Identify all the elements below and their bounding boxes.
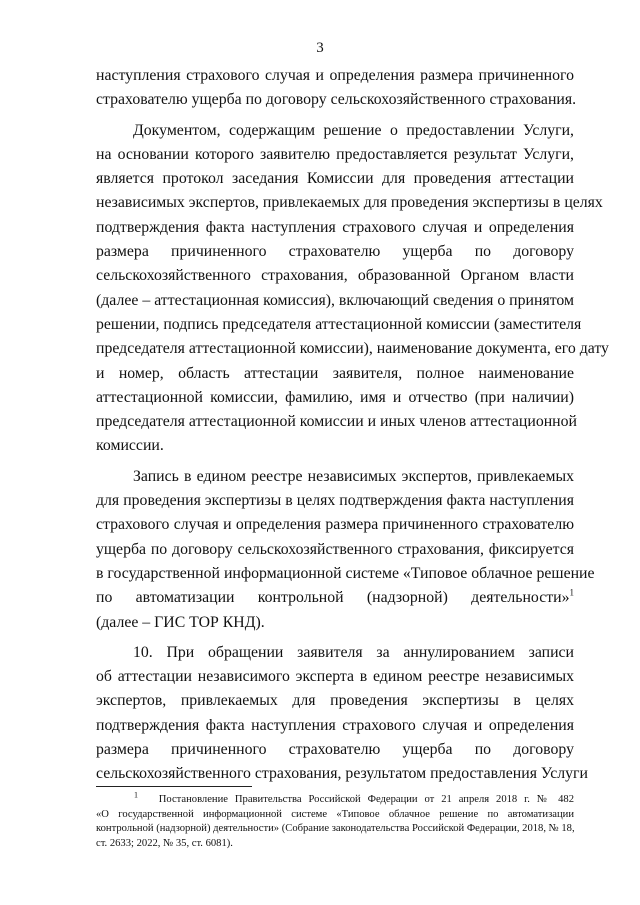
footnote-mark: 1: [134, 790, 138, 800]
text-line: подтверждения факта наступления страхового случая и определения: [96, 218, 574, 236]
text-line: (далее – ГИС ТОР КНД).: [96, 613, 265, 631]
body-text: [96, 64, 609, 787]
text-line: комиссии.: [96, 437, 164, 455]
footnote-text: ст. 2633; 2022, № 35, ст. 6081).: [96, 837, 233, 849]
text-line: председателя аттестационной комиссии), наименование документа, его дату: [96, 340, 609, 358]
footnote-line: [96, 837, 574, 852]
paragraph: [96, 119, 609, 459]
footnote-text: «О государственной информационной системе «Типовое облачное решение по автоматизации: [96, 808, 574, 820]
text-line: Запись в едином реестре независимых экспертов, привлекаемых: [133, 467, 574, 485]
text-line: сельскохозяйственного страхования, результатом предоставления Услуги: [96, 765, 588, 783]
text-line: размера причиненного страхователю ущерба по договору: [96, 243, 574, 261]
paragraph: [96, 641, 588, 787]
text-line: страхователю ущерба по договору сельскохозяйственного страхования.: [96, 91, 577, 109]
text-line: на основании которого заявителю предоставляется результат Услуги,: [96, 145, 574, 163]
text-line: Документом, содержащим решение о предоставлении Услуги,: [133, 121, 574, 139]
text-line: подтверждения факта наступления страхового случая и определения: [96, 716, 574, 734]
footnotes: [96, 790, 575, 851]
text-line: и номер, область аттестации заявителя, полное наименование: [96, 364, 574, 382]
footnote-line: [96, 808, 574, 823]
text-line: об аттестации независимого эксперта в едином реестре независимых: [96, 668, 574, 686]
text-line: страхового случая и определения размера причиненного страхователю: [96, 516, 574, 534]
text-line: аттестационной комиссии, фамилию, имя и отчество (при наличии): [96, 388, 574, 406]
paragraph: [96, 64, 577, 113]
text-line: сельскохозяйственного страхования, образованной Органом власти: [96, 267, 574, 285]
footnote-text: контрольной (надзорной) деятельности» (Собрание законодательства Российской Федерации, 2018, № 18,: [96, 823, 575, 834]
text-line: экспертов, привлекаемых для проведения экспертизы в целях: [96, 692, 574, 710]
text-line: председателя аттестационной комиссии и иных членов аттестационной: [96, 413, 577, 431]
text-line: по автоматизации контрольной (надзорной) деятельности»$^1$: [96, 587, 574, 607]
text-line: размера причиненного страхователю ущерба по договору: [96, 741, 574, 759]
footnote-text: Постановление Правительства Российской Федерации от 21 апреля 2018 г. № 482: [158, 794, 574, 805]
text-line: является протокол заседания Комиссии для проведения аттестации: [96, 170, 574, 188]
text-line: для проведения экспертизы в целях подтверждения факта наступления: [96, 492, 574, 510]
text-line: 10. При обращении заявителя за аннулированием записи: [133, 643, 574, 661]
text-line: решении, подпись председателя аттестационной комиссии (заместителя: [96, 315, 582, 333]
text-line: независимых экспертов, привлекаемых для проведения экспертизы в целях: [96, 194, 603, 212]
text-line: (далее – аттестационная комиссия), включающий сведения о принятом: [96, 291, 574, 309]
footnote-separator: [96, 786, 252, 787]
text-line: ущерба по договору сельскохозяйственного страхования, фиксируется: [96, 540, 574, 558]
paragraph: [96, 465, 595, 635]
footnote-reference[interactable]: 1: [569, 587, 574, 598]
text-line: в государственной информационной системе «Типовое облачное решение: [96, 564, 595, 582]
footnote-line: [96, 790, 574, 808]
text-line: наступления страхового случая и определения размера причиненного: [96, 67, 574, 84]
page-number: 3: [316, 40, 324, 56]
footnote-line: [96, 822, 574, 837]
